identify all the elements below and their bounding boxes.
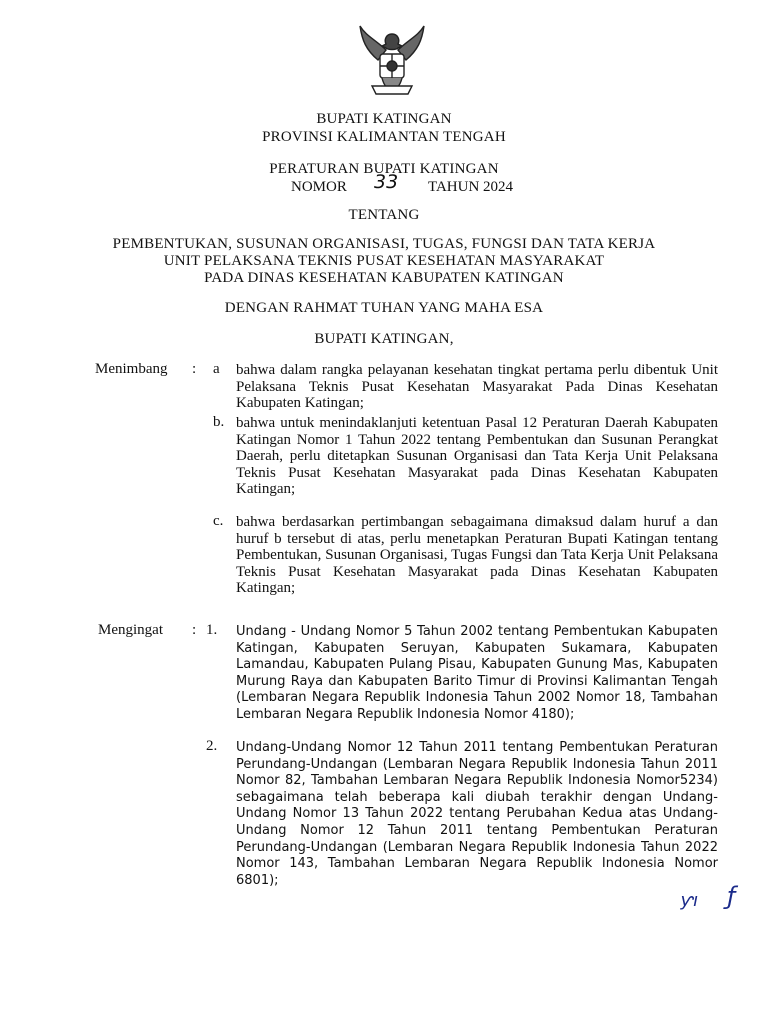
issuer-line-1: BUPATI KATINGAN xyxy=(316,111,452,127)
mengingat-colon: : xyxy=(192,622,197,638)
invocation: DENGAN RAHMAT TUHAN YANG MAHA ESA xyxy=(224,300,544,316)
mengingat-label: Mengingat xyxy=(98,622,163,638)
menimbang-mark-b: b. xyxy=(213,414,225,430)
paraf-initial-2: ƒ xyxy=(727,882,736,910)
menimbang-label: Menimbang xyxy=(95,361,168,377)
mengingat-item-1: Undang - Undang Nomor 5 Tahun 2002 tentang Pembentukan Kabupaten Katingan, Kabupaten Seruyan, Kabupaten Sukamara, Kabupaten Lamandau, Kabupaten Pulang Pisau, Kabupaten Gunung Mas, Kabupaten Murung Raya dan Kabupaten Barito Timur di Provinsi Kalimantan Tengah (Lembaran Negara Republik Indonesia Tahun 2002 Nomor 18, Tambahan Lembaran Negara Republik Indonesia Nomor 4180); xyxy=(236,624,718,722)
paraf-initial-1: ƴı xyxy=(680,890,699,911)
menimbang-item-c: bahwa berdasarkan pertimbangan sebagaimana dimaksud dalam huruf a dan huruf b tersebut di atas, perlu menetapkan Peraturan Bupati Katingan tentang Pembentukan, Susunan Organisasi, Tugas Fungsi dan Tata Kerja Unit Pelaksana Teknis Pusat Kesehatan Masyarakat pada Dinas Kesehatan Kabupaten Katingan; xyxy=(236,514,718,597)
issuer-heading xyxy=(0,110,768,146)
nomor-label: NOMOR xyxy=(291,179,347,195)
issuer-signatory-heading: BUPATI KATINGAN, xyxy=(314,331,454,347)
subject-line-3: PADA DINAS KESEHATAN KABUPATEN KATINGAN xyxy=(204,270,564,286)
regulation-title: PERATURAN BUPATI KATINGAN xyxy=(269,161,499,177)
tentang-heading: TENTANG xyxy=(348,207,420,223)
mengingat-mark-2: 2. xyxy=(206,738,218,754)
subject-line-1: PEMBENTUKAN, SUSUNAN ORGANISASI, TUGAS, FUNGSI DAN TATA KERJA xyxy=(112,236,656,252)
menimbang-item-b: bahwa untuk menindaklanjuti ketentuan Pasal 12 Peraturan Daerah Kabupaten Katingan Nomor 1 Tahun 2022 tentang Pembentukan dan Susunan Perangkat Daerah, perlu ditetapkan Susunan Organisasi dan Tata Kerja Unit Pelaksana Teknis Pusat Kesehatan Masyarakat pada Dinas Kesehatan Kabupaten Katingan; xyxy=(236,415,718,498)
garuda-emblem-icon xyxy=(356,20,428,98)
menimbang-mark-c: c. xyxy=(213,513,224,529)
mengingat-item-2: Undang-Undang Nomor 12 Tahun 2011 tentang Pembentukan Peraturan Perundang-Undangan (Lembaran Negara Republik Indonesia Tahun 2011 Nomor 82, Tambahan Lembaran Negara Republik Indonesia Nomor5234) sebagaimana telah beberapa kali diubah terakhir dengan Undang-Undang Nomor 13 Tahun 2022 tentang Perubahan Kedua atas Undang-Undang Nomor 12 Tahun 2011 tentang Pembentukan Peraturan Perundang-Undangan (Lembaran Negara Republik Indonesia Tahun 2022 Nomor 143, Tambahan Lembaran Negara Republik Indonesia Nomor 6801); xyxy=(236,740,718,888)
nomor-value: 33 xyxy=(374,171,399,193)
issuer-line-2: PROVINSI KALIMANTAN TENGAH xyxy=(262,129,506,145)
menimbang-colon: : xyxy=(192,361,197,377)
menimbang-mark-a: a xyxy=(213,361,220,377)
mengingat-mark-1: 1. xyxy=(206,622,218,638)
menimbang-item-a: bahwa dalam rangka pelayanan kesehatan tingkat pertama perlu dibentuk Unit Pelaksana Teknis Pusat Kesehatan Masyarakat Pada Dinas Kesehatan Kabupaten Katingan; xyxy=(236,362,718,412)
regulation-subject xyxy=(0,236,768,287)
subject-line-2: UNIT PELAKSANA TEKNIS PUSAT KESEHATAN MASYARAKAT xyxy=(163,253,605,269)
tahun-label: TAHUN 2024 xyxy=(428,179,514,195)
